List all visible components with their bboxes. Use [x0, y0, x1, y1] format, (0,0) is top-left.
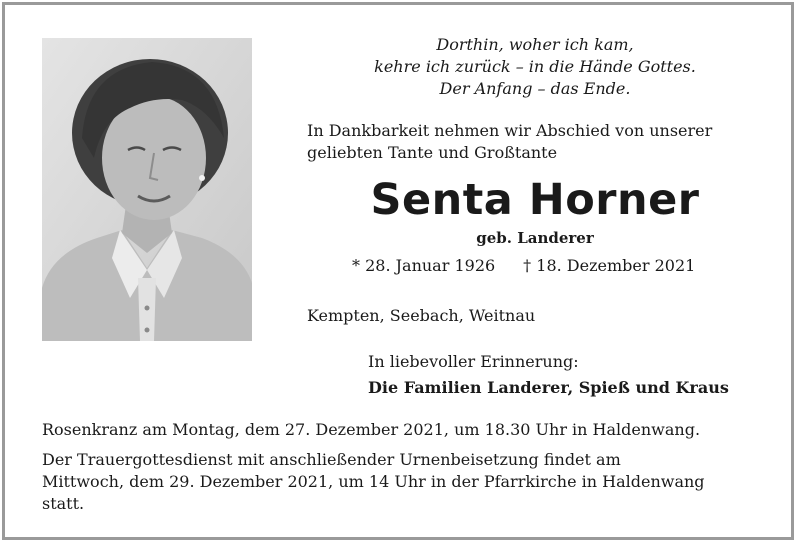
intro-text: [307, 120, 777, 164]
death-date: † 18. Dezember 2021: [523, 256, 696, 275]
funeral-line-2: Mittwoch, dem 29. Dezember 2021, um 14 Uhr in der Pfarrkirche in Haldenwang: [42, 472, 705, 491]
funeral-line-3: statt.: [42, 494, 85, 513]
life-dates: [352, 255, 695, 277]
service-info: [42, 419, 782, 515]
verse-line-1: Dorthin, woher ich kam,: [436, 35, 634, 54]
memory-label: In liebevoller Erinnerung:: [368, 352, 579, 371]
verse: [300, 34, 770, 100]
rosary-info: Rosenkranz am Montag, dem 27. Dezember 2021, um 18.30 Uhr in Haldenwang.: [42, 420, 701, 439]
birth-date: * 28. Januar 1926: [352, 256, 496, 275]
places: Kempten, Seebach, Weitnau: [307, 306, 536, 325]
verse-line-3: Der Anfang – das Ende.: [439, 79, 631, 98]
intro-line-2: geliebten Tante und Großtante: [307, 143, 558, 162]
intro-line-1: In Dankbarkeit nehmen wir Abschied von unserer: [307, 121, 713, 140]
memory-block: [368, 349, 729, 401]
funeral-line-1: Der Trauergottesdienst mit anschließender Urnenbeisetzung findet am: [42, 450, 621, 469]
families: Die Familien Landerer, Spieß und Kraus: [368, 378, 729, 397]
verse-line-2: kehre ich zurück – in die Hände Gottes.: [374, 57, 696, 76]
maiden-name: geb. Landerer: [476, 229, 594, 247]
deceased-name: Senta Horner: [370, 175, 700, 225]
portrait-photo: [42, 38, 252, 341]
